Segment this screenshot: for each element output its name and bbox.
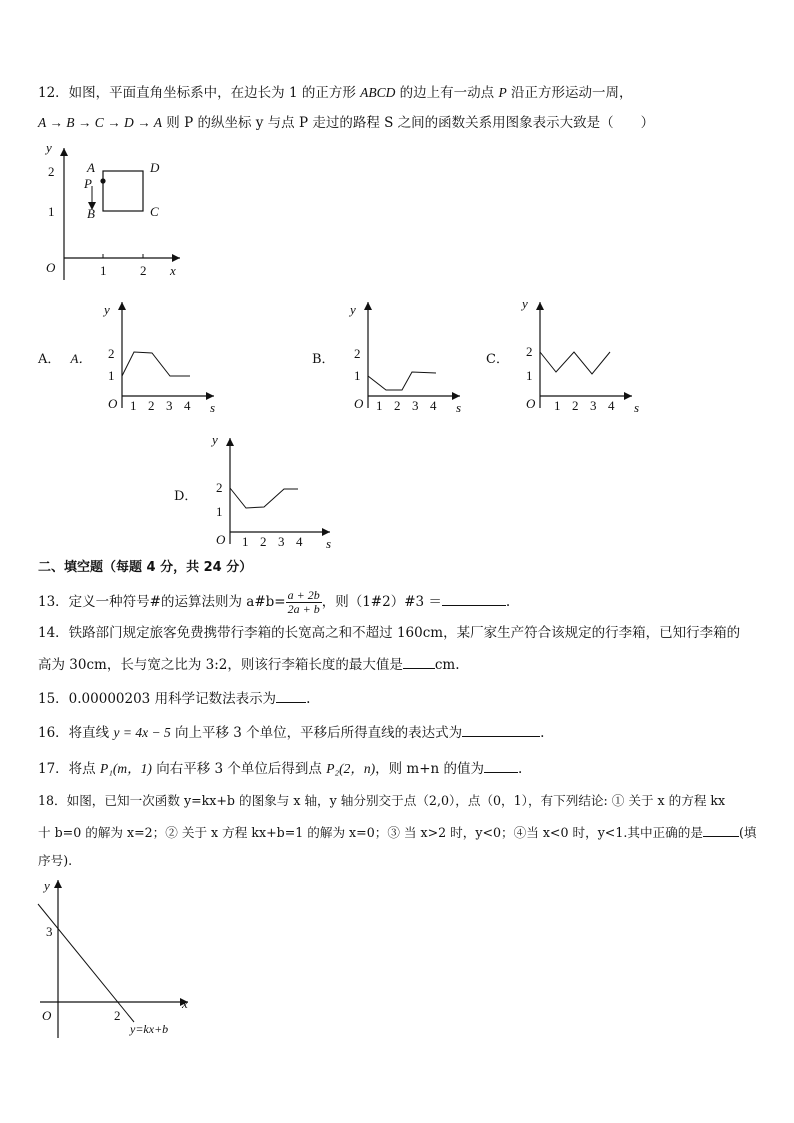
x-tick-2: 2: [140, 263, 147, 278]
y-tick-1: 1: [48, 204, 55, 219]
option-c-label: [486, 348, 509, 367]
q18-line-graph: [30, 876, 200, 1041]
q18-line2: [38, 822, 756, 842]
y-arrow: [60, 148, 68, 156]
svg-text:y: y: [350, 302, 356, 317]
svg-text:4: 4: [430, 398, 437, 413]
option-a-text: A．: [38, 352, 61, 367]
q17-text: 向右平移 3 个单位后得到点: [151, 761, 327, 777]
svg-text:1: 1: [554, 398, 561, 413]
option-b-label: [312, 348, 335, 367]
svg-text:2: 2: [148, 398, 155, 413]
q13-fraction: [286, 589, 322, 616]
svg-text:4: 4: [296, 534, 303, 549]
option-c-graph: [522, 296, 642, 414]
square-name: ABCD: [360, 85, 396, 100]
svg-text:O: O: [108, 396, 118, 411]
svg-text:y: y: [212, 432, 218, 447]
vertex-d: D: [150, 160, 160, 175]
q16: [38, 722, 544, 742]
svg-text:2: 2: [572, 398, 579, 413]
option-c-text: C．: [486, 352, 509, 367]
svg-text:y: y: [522, 296, 528, 311]
y-intercept-label: 3: [46, 924, 53, 939]
answer-blank[interactable]: [442, 591, 506, 606]
x-label: x: [170, 263, 176, 278]
q18-text: (填: [738, 825, 757, 840]
answer-blank[interactable]: [276, 688, 306, 703]
q12-text: 则 P 的纵坐标 y 与点 P 走过的路程 S 之间的函数关系用图象表示大致是（ ）: [162, 115, 655, 131]
q17: [38, 758, 522, 778]
svg-text:2: 2: [526, 344, 533, 359]
y-label: y: [46, 140, 52, 155]
q12-square-figure: [40, 140, 190, 280]
origin-label: O: [42, 1008, 52, 1023]
option-d-graph: [212, 432, 342, 550]
y-tick-2: 2: [48, 164, 55, 179]
svg-text:2: 2: [216, 480, 223, 495]
q13: [38, 586, 510, 618]
point-p1: P₁(m，1): [99, 761, 152, 776]
svg-text:1: 1: [354, 368, 361, 383]
q12-text: 的边上有一动点: [395, 85, 499, 101]
q13-text: 13．定义一种符号#的运算法则为 a#b=: [38, 594, 286, 610]
x-tick-1: 1: [100, 263, 107, 278]
q14-text: cm.: [434, 657, 460, 673]
svg-text:1: 1: [130, 398, 137, 413]
answer-blank[interactable]: [403, 654, 435, 669]
svg-text:1: 1: [526, 368, 533, 383]
y-label: y: [44, 878, 50, 893]
p-label: P: [84, 176, 92, 191]
function-line: [38, 904, 134, 1022]
q14-text: 高为 30cm，长与宽之比为 3:2，则该行李箱长度的最大值是: [38, 657, 403, 673]
answer-blank[interactable]: [703, 822, 739, 837]
svg-text:1: 1: [108, 368, 115, 383]
option-a-label: [38, 348, 91, 367]
q15: [38, 688, 310, 708]
q17-end: .: [518, 761, 523, 777]
svg-text:1: 1: [242, 534, 249, 549]
q16-end: .: [540, 725, 545, 741]
svg-text:s: s: [456, 400, 462, 415]
path-expression: A → B → C → D → A: [38, 115, 163, 130]
q15-end: .: [306, 691, 311, 707]
point-p2: P₂(2，n): [326, 761, 376, 776]
q18-line1: 18．如图，已知一次函数 y=kx+b 的图象与 x 轴，y 轴分别交于点（2,0），点（0，1），有下列结论: ① 关于 x 的方程 kx: [38, 793, 726, 808]
q12-line1: [38, 84, 633, 102]
option-d-text: D．: [174, 489, 198, 504]
svg-text:2: 2: [108, 346, 115, 361]
svg-text:2: 2: [354, 346, 361, 361]
svg-text:4: 4: [608, 398, 615, 413]
q18-text: 十 b=0 的解为 x=2；② 关于 x 方程 kx+b=1 的解为 x=0；③ 当 x>2 时，y<0；④当 x<0 时，y<1.其中正确的是: [38, 825, 703, 840]
q14-line1: 14．铁路部门规定旅客免费携带行李箱的长宽高之和不超过 160cm，某厂家生产符合该规定的行李箱，已知行李箱的: [38, 625, 741, 641]
q13-text: ，则（1#2）#3 ＝: [321, 594, 442, 610]
q17-text: ，则 m+n 的值为: [375, 761, 485, 777]
svg-text:s: s: [634, 400, 640, 415]
option-a-extra: A．: [70, 351, 92, 366]
svg-text:O: O: [526, 396, 536, 411]
line-expression: y = 4x − 5: [113, 725, 171, 740]
q14-line2: [38, 654, 460, 674]
option-d-label: [174, 485, 197, 504]
vertex-c: C: [150, 204, 159, 219]
square-abcd: [103, 171, 143, 211]
svg-text:3: 3: [412, 398, 419, 413]
q15-text: 15．0.00000203 用科学记数法表示为: [38, 691, 277, 707]
q12-text: 沿正方形运动一周，: [506, 85, 633, 101]
q12-text: 12．如图，平面直角坐标系中，在边长为 1 的正方形: [38, 85, 361, 101]
point-name: P: [498, 85, 507, 100]
svg-text:1: 1: [376, 398, 383, 413]
section-title: 二、填空题（每题 4 分，共 24 分）: [38, 560, 253, 575]
x-arrow: [172, 254, 180, 262]
q17-text: 17．将点: [38, 761, 100, 777]
point-p: [100, 178, 105, 183]
svg-text:O: O: [354, 396, 364, 411]
svg-text:3: 3: [166, 398, 173, 413]
svg-text:s: s: [210, 400, 216, 415]
option-b-graph: [350, 296, 470, 414]
option-a-graph: [104, 296, 224, 414]
svg-text:3: 3: [278, 534, 285, 549]
svg-text:1: 1: [216, 504, 223, 519]
q13-end: .: [505, 594, 511, 610]
vertex-b: B: [87, 206, 95, 221]
answer-blank[interactable]: [484, 758, 518, 773]
svg-text:4: 4: [184, 398, 191, 413]
function-label: y=kx+b: [130, 1022, 169, 1036]
origin-label: O: [46, 260, 56, 275]
svg-text:O: O: [216, 532, 226, 547]
q12-line2: [38, 114, 654, 132]
x-label: x: [182, 996, 188, 1011]
option-b-text: B．: [312, 352, 335, 367]
q18-line3: 序号).: [38, 853, 73, 868]
svg-text:2: 2: [260, 534, 267, 549]
x-intercept-label: 2: [114, 1008, 121, 1023]
fraction-numerator: a + 2b: [287, 588, 320, 602]
svg-text:2: 2: [394, 398, 401, 413]
vertex-a: A: [87, 160, 95, 175]
svg-text:3: 3: [590, 398, 597, 413]
answer-blank[interactable]: [462, 722, 540, 737]
fraction-denominator: 2a + b: [287, 602, 320, 616]
q16-text: 16．将直线: [38, 725, 114, 741]
y-arrow: [54, 880, 62, 888]
svg-text:s: s: [326, 536, 332, 551]
q16-text: 向上平移 3 个单位，平移后所得直线的表达式为: [170, 725, 463, 741]
svg-text:y: y: [104, 302, 110, 317]
